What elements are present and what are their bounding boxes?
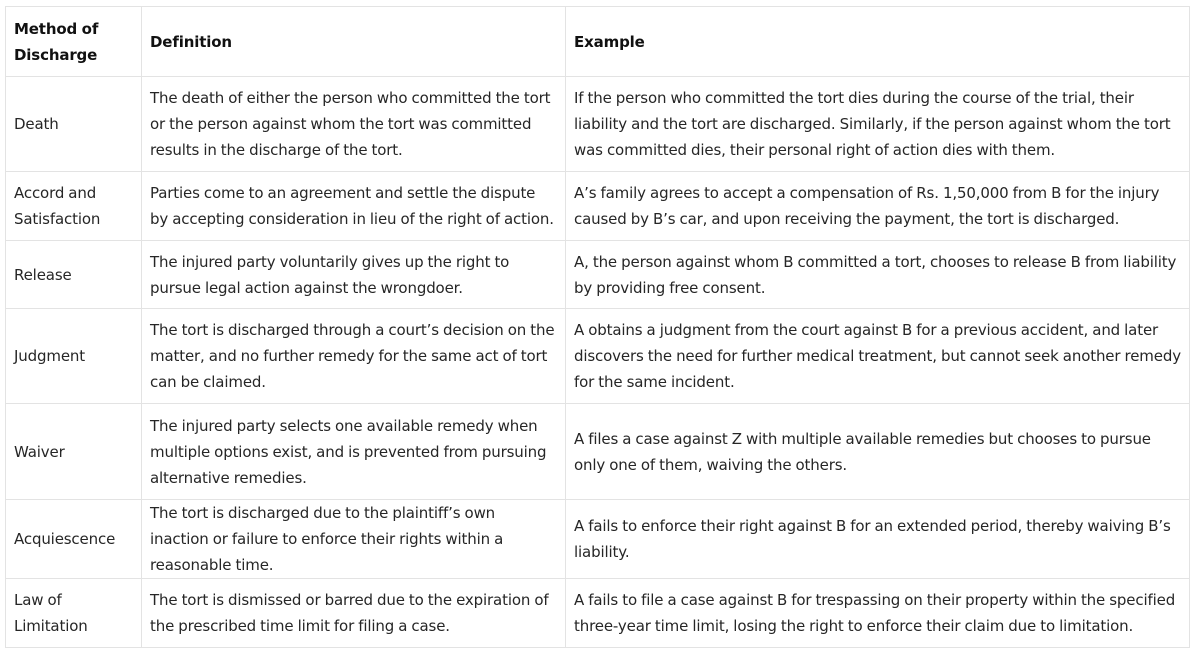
definition-cell: The injured party voluntarily gives up the right to pursue legal action against the wrongdoer. bbox=[142, 241, 566, 309]
definition-cell: The tort is dismissed or barred due to the expiration of the prescribed time limit for filing a case. bbox=[142, 579, 566, 648]
example-cell: A obtains a judgment from the court against B for a previous accident, and later discovers the need for further medical treatment, but cannot seek another remedy for the same incident. bbox=[566, 309, 1190, 404]
example-cell: A’s family agrees to accept a compensation of Rs. 1,50,000 from B for the injury caused by B’s car, and upon receiving the payment, the tort is discharged. bbox=[566, 172, 1190, 241]
table-row bbox=[6, 309, 1190, 404]
table-row bbox=[6, 500, 1190, 579]
method-cell: Release bbox=[6, 241, 142, 309]
table-row bbox=[6, 404, 1190, 500]
table-row bbox=[6, 579, 1190, 648]
example-cell: A fails to enforce their right against B for an extended period, thereby waiving B’s liability. bbox=[566, 500, 1190, 579]
example-cell: If the person who committed the tort dies during the course of the trial, their liability and the tort are discharged. Similarly, if the person against whom the tort was committed dies, their personal right of action dies with them. bbox=[566, 77, 1190, 172]
method-cell: Law of Limitation bbox=[6, 579, 142, 648]
table-header-row bbox=[6, 7, 1190, 77]
method-cell: Accord and Satisfaction bbox=[6, 172, 142, 241]
definition-cell: The tort is discharged through a court’s decision on the matter, and no further remedy for the same act of tort can be claimed. bbox=[142, 309, 566, 404]
discharge-methods-table bbox=[5, 6, 1190, 648]
header-example: Example bbox=[566, 7, 1190, 77]
method-cell: Waiver bbox=[6, 404, 142, 500]
method-cell: Death bbox=[6, 77, 142, 172]
header-definition: Definition bbox=[142, 7, 566, 77]
table-row bbox=[6, 172, 1190, 241]
definition-cell: The injured party selects one available remedy when multiple options exist, and is prevented from pursuing alternative remedies. bbox=[142, 404, 566, 500]
table-container bbox=[5, 6, 1190, 648]
header-method: Method of Discharge bbox=[6, 7, 142, 77]
method-cell: Judgment bbox=[6, 309, 142, 404]
definition-cell: The death of either the person who committed the tort or the person against whom the tort was committed results in the discharge of the tort. bbox=[142, 77, 566, 172]
table-row bbox=[6, 241, 1190, 309]
table-row bbox=[6, 77, 1190, 172]
example-cell: A files a case against Z with multiple available remedies but chooses to pursue only one of them, waiving the others. bbox=[566, 404, 1190, 500]
example-cell: A fails to file a case against B for trespassing on their property within the specified three-year time limit, losing the right to enforce their claim due to limitation. bbox=[566, 579, 1190, 648]
method-cell: Acquiescence bbox=[6, 500, 142, 579]
definition-cell: Parties come to an agreement and settle the dispute by accepting consideration in lieu of the right of action. bbox=[142, 172, 566, 241]
example-cell: A, the person against whom B committed a tort, chooses to release B from liability by providing free consent. bbox=[566, 241, 1190, 309]
definition-cell: The tort is discharged due to the plaintiff’s own inaction or failure to enforce their rights within a reasonable time. bbox=[142, 500, 566, 579]
